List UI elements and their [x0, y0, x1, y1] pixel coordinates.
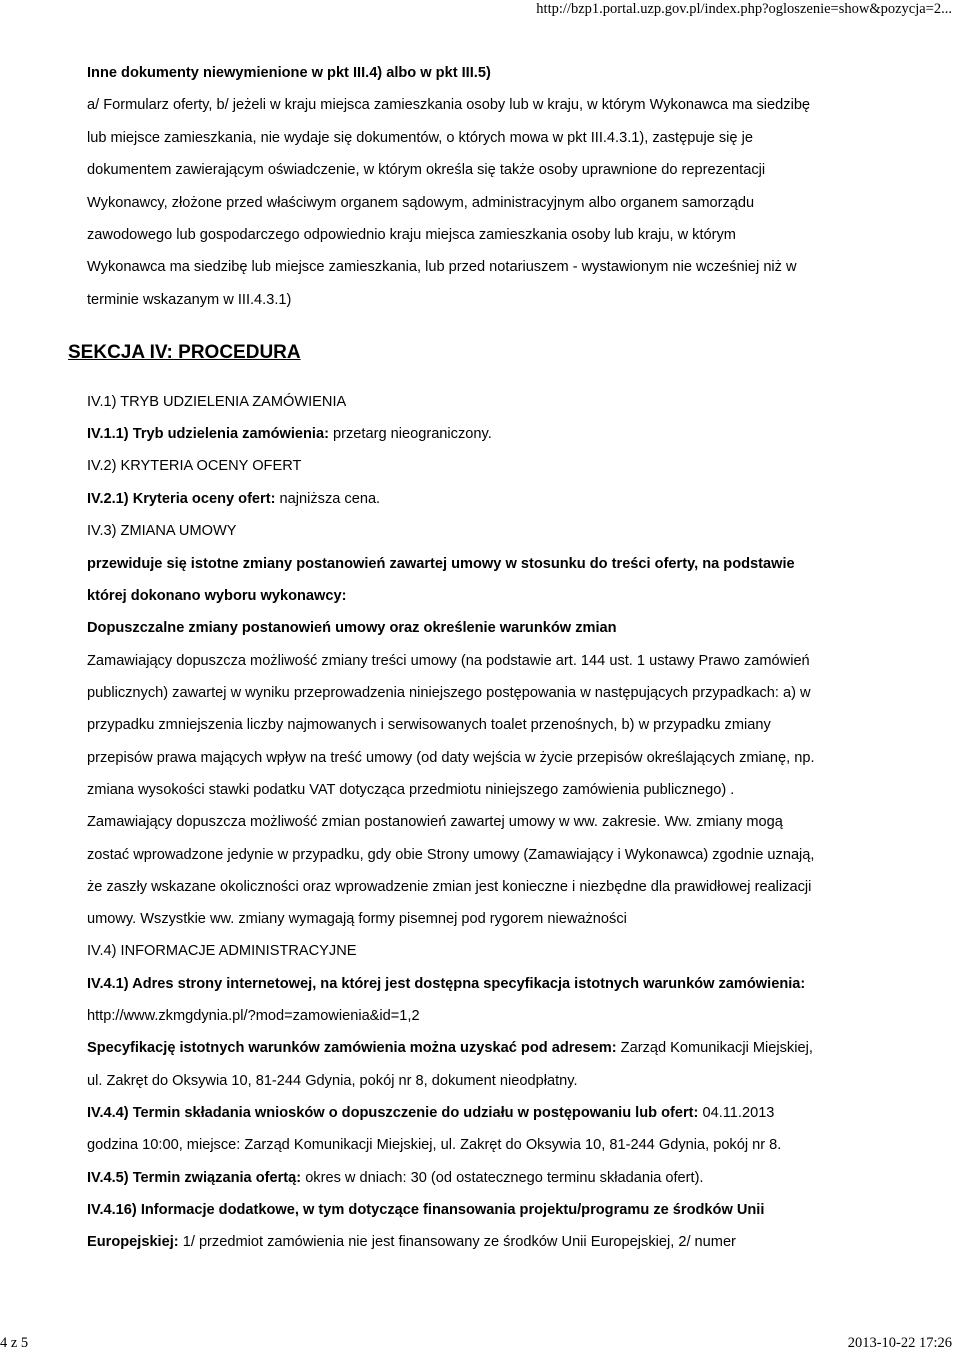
intro-line: lub miejsce zamieszkania, nie wydaje się dokumentów, o których mowa w pkt III.4.3.1), zastępuje się je [87, 129, 753, 146]
iv1-heading: IV.1) TRYB UDZIELENIA ZAMÓWIENIA [87, 394, 347, 410]
iv3-text-line: zmiana wysokości stawki podatku VAT dotycząca przedmiotu niniejszego zamówienia publicznego) . [87, 782, 735, 798]
iv3-question-line: przewiduje się istotne zmiany postanowień zawartej umowy w stosunku do treści oferty, na podstawie [87, 556, 795, 572]
iv3-text-line: publicznych) zawartej w wyniku przeprowadzenia niniejszego postępowania w następujących przypadkach: a) w [87, 685, 811, 701]
iv416-label: IV.4.16) Informacje dodatkowe, w tym dotyczące finansowania projektu/programu ze środków Unii [87, 1202, 765, 1218]
intro-line: Wykonawca ma siedzibę lub miejsce zamieszkania, lub przed notariuszem - wystawionym nie wcześniej niż w [87, 259, 797, 276]
spec-value: Zarząd Komunikacji Miejskiej, [620, 1040, 813, 1056]
iv44-label: IV.4.4) Termin składania wniosków o dopuszczenie do udziału w postępowaniu lub ofert: [87, 1105, 699, 1121]
iv2-heading: IV.2) KRYTERIA OCENY OFERT [87, 458, 302, 474]
iv21-value: najniższa cena. [279, 491, 381, 507]
iv3-text-line: przepisów prawa mających wpływ na treść umowy (od daty wejścia w życie przepisów określających zmianę, np. [87, 750, 815, 766]
iv3-text-line: że zaszły wskazane okoliczności oraz wprowadzenie zmian jest konieczne i niezbędne dla prawidłowej realizacji [87, 879, 812, 895]
intro-line: terminie wskazanym w III.4.3.1) [87, 291, 292, 308]
iv44-value-line: godzina 10:00, miejsce: Zarząd Komunikacji Miejskiej, ul. Zakręt do Oksywia 10, 81-244 Gdynia, pokój nr 8. [87, 1137, 782, 1153]
iv45-row [87, 1170, 704, 1186]
iv21-row [87, 491, 380, 507]
page-number: 4 z 5 [0, 1335, 29, 1351]
section-title: SEKCJA IV: PROCEDURA [68, 342, 301, 363]
spec-value-line: ul. Zakręt do Oksywia 10, 81-244 Gdynia, pokój nr 8, dokument nieodpłatny. [87, 1073, 578, 1089]
iv41-url-link[interactable]: http://www.zkmgdynia.pl/?mod=zamowienia&id=1,2 [87, 1008, 420, 1024]
iv11-value: przetarg nieograniczony. [333, 426, 492, 442]
intro-heading: Inne dokumenty niewymienione w pkt III.4) albo w pkt III.5) [87, 65, 491, 81]
spec-row [87, 1040, 813, 1056]
intro-line: zawodowego lub gospodarczego odpowiednio kraju miejsca zamieszkania osoby lub kraju, w którym [87, 226, 736, 243]
iv44-row [87, 1105, 774, 1121]
iv416-label: Europejskiej: [87, 1234, 179, 1250]
iv416-value: 1/ przedmiot zamówienia nie jest finansowany ze środków Unii Europejskiej, 2/ numer [182, 1234, 736, 1250]
iv4-heading: IV.4) INFORMACJE ADMINISTRACYJNE [87, 943, 357, 959]
intro-line: dokumentem zawierającym oświadczenie, w którym określa się także osoby uprawnione do reprezentacji [87, 162, 766, 179]
intro-line: a/ Formularz oferty, b/ jeżeli w kraju miejsca zamieszkania osoby lub w kraju, w którym Wykonawca ma siedzibę [87, 97, 811, 114]
iv3-heading: IV.3) ZMIANA UMOWY [87, 523, 237, 539]
iv416-row [87, 1234, 736, 1250]
iv44-value: 04.11.2013 [702, 1105, 775, 1121]
print-datetime: 2013-10-22 17:26 [847, 1335, 952, 1351]
iv3-text-line: przypadku zmniejszenia liczby najmowanych i serwisowanych toalet przenośnych, b) w przypadku zmiany [87, 717, 771, 733]
page-url: http://bzp1.portal.uzp.gov.pl/index.php?ogloszenie=show&pozycja=2... [536, 1, 952, 17]
iv3-question-line: której dokonano wyboru wykonawcy: [87, 588, 347, 604]
iv41-label: IV.4.1) Adres strony internetowej, na której jest dostępna specyfikacja istotnych warunków zamówienia: [87, 976, 806, 992]
iv3-text-line: Zamawiający dopuszcza możliwość zmiany treści umowy (na podstawie art. 144 ust. 1 ustawy Prawo zamówień [87, 653, 810, 669]
iv45-value: okres w dniach: 30 (od ostatecznego terminu składania ofert). [305, 1170, 704, 1186]
intro-block [87, 57, 907, 316]
iv45-label: IV.4.5) Termin związania ofertą: [87, 1170, 302, 1186]
intro-line: Wykonawcy, złożone przed właściwym organem sądowym, administracyjnym albo organem samorządu [87, 194, 755, 211]
iv11-row [87, 426, 492, 442]
iv3-subheading: Dopuszczalne zmiany postanowień umowy oraz określenie warunków zmian [87, 620, 617, 636]
iv3-text-line: umowy. Wszystkie ww. zmiany wymagają formy pisemnej pod rygorem nieważności [87, 911, 627, 927]
iv3-text-line: Zamawiający dopuszcza możliwość zmian postanowień zawartej umowy w ww. zakresie. Ww. zmiany mogą [87, 814, 783, 830]
iv21-label: IV.2.1) Kryteria oceny ofert: [87, 491, 276, 507]
iv11-label: IV.1.1) Tryb udzielenia zamówienia: [87, 426, 329, 442]
iv3-text-line: zostać wprowadzone jedynie w przypadku, gdy obie Strony umowy (Zamawiający i Wykonawca) zgodnie uznają, [87, 847, 815, 863]
spec-label: Specyfikację istotnych warunków zamówienia można uzyskać pod adresem: [87, 1040, 617, 1056]
